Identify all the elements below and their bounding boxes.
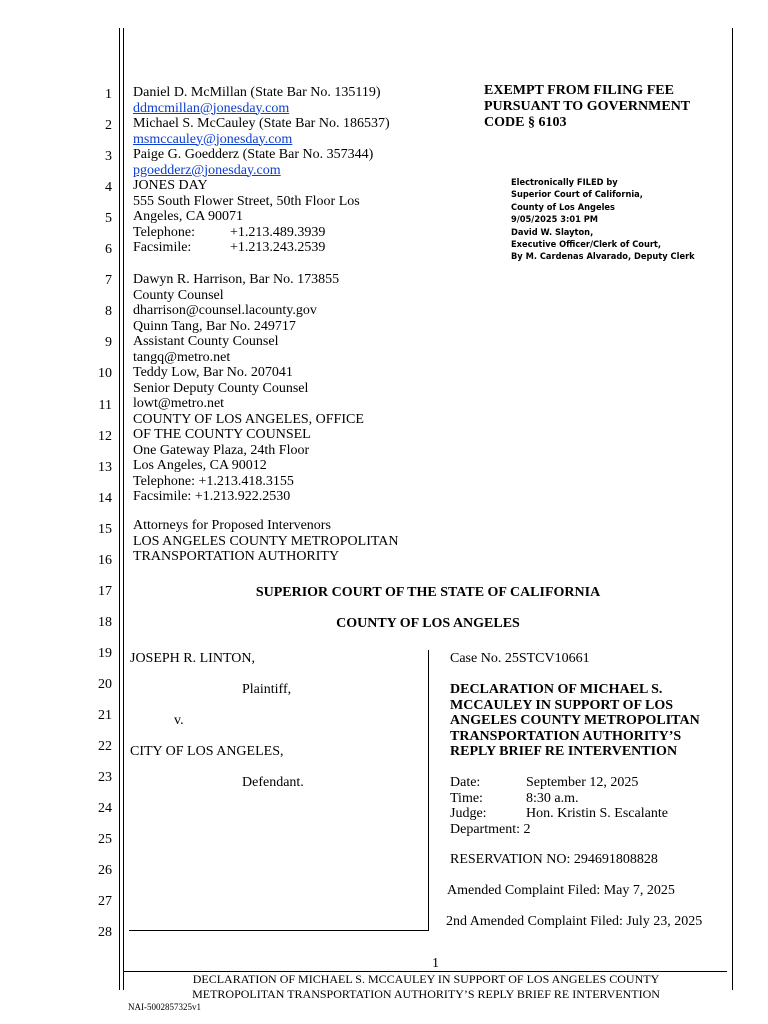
county-counsel-line: Assistant County Counsel [133,334,279,349]
exempt-line: EXEMPT FROM FILING FEE [484,83,674,98]
title-line: DECLARATION OF MICHAEL S. [450,682,663,697]
line-number: 17 [98,583,112,599]
line-number: 19 [98,645,112,661]
line-number: 21 [98,708,112,723]
county-counsel-line: Telephone: +1.213.418.3155 [133,473,294,489]
department: Department: 2 [450,821,531,837]
line-number: 12 [98,428,112,444]
county-counsel-line: Dawyn R. Harrison, Bar No. 173855 [133,272,340,287]
time-label: Time: [450,790,483,806]
county-counsel-line: County Counsel [133,287,224,303]
amended-complaint-date: Amended Complaint Filed: May 7, 2025 [447,883,675,898]
right-margin-rule [732,28,733,990]
line-number: 4 [105,180,112,196]
footer-title [120,972,732,1002]
counsel-line: Angeles, CA 90071 [133,209,244,224]
title-line: MCCAULEY IN SUPPORT OF LOS [450,697,674,713]
line-number: 26 [98,863,112,879]
line-number: 10 [98,366,112,382]
caption-bottom-rule [129,930,429,931]
exempt-line: CODE § 6103 [484,115,567,130]
title-line: REPLY BRIEF RE INTERVENTION [450,744,678,759]
facsimile-value: +1.213.243.2539 [230,240,326,255]
left-margin-rule-1 [119,28,120,990]
county-counsel-line: lowt@metro.net [133,396,225,411]
county-counsel-line: One Gateway Plaza, 24th Floor [133,442,310,458]
exempt-line: PURSUANT TO GOVERNMENT [484,99,691,114]
stamp-line: Superior Court of California, [511,190,643,201]
attorneys-for-line: LOS ANGELES COUNTY METROPOLITAN [133,533,399,549]
title-line: ANGELES COUNTY METROPOLITAN [450,713,700,728]
line-number: 11 [98,397,112,413]
document-id: NAI-5002857325v1 [128,1002,201,1012]
county-name: COUNTY OF LOS ANGELES [336,616,520,631]
telephone-value: +1.213.489.3939 [230,224,326,240]
stamp-line: Electronically FILED by [511,178,618,188]
line-number: 23 [98,770,112,786]
case-number: Case No. 25STCV10661 [450,651,590,666]
line-number: 6 [105,242,112,258]
email-link[interactable]: msmccauley@jonesday.com [133,131,293,147]
line-number: 5 [105,211,112,227]
line-number: 7 [105,273,112,289]
line-number: 28 [98,925,112,941]
stamp-line: County of Los Angeles [511,202,615,213]
line-number: 2 [105,118,112,134]
line-number: 8 [105,304,112,320]
line-number: 24 [98,801,112,817]
county-counsel-line: tangq@metro.net [133,349,231,365]
line-number: 13 [98,459,112,475]
line-number: 18 [98,614,112,630]
left-margin-rule-2 [123,28,124,990]
attorneys-for-line: TRANSPORTATION AUTHORITY [133,549,340,564]
county-counsel-line: dharrison@counsel.lacounty.gov [133,303,317,318]
line-number: 16 [98,552,112,568]
line-number: 9 [105,335,112,351]
reservation-number: RESERVATION NO: 294691808828 [450,852,658,867]
facsimile-label: Facsimile: [133,240,192,255]
line-number: 3 [105,149,112,165]
judge-label: Judge: [450,806,487,821]
versus: v. [174,713,184,728]
county-counsel-line: Teddy Low, Bar No. 207041 [133,365,293,380]
time-value: 8:30 a.m. [526,790,579,806]
title-line: TRANSPORTATION AUTHORITY’S [450,728,682,744]
line-number: 1 [105,87,112,102]
date-label: Date: [450,775,481,790]
defendant-label: Defendant. [242,775,304,790]
stamp-line: 9/05/2025 3:01 PM [511,215,599,226]
caption-divider [428,650,429,930]
county-counsel-line: OF THE COUNTY COUNSEL [133,427,311,442]
stamp-line: Executive Officer/Clerk of Court, [511,240,662,251]
line-number: 15 [98,521,112,537]
email-link[interactable]: ddmcmillan@jonesday.com [133,100,290,116]
line-number: 25 [98,832,112,848]
email-link[interactable]: pgoedderz@jonesday.com [133,162,281,178]
county-counsel-line: Quinn Tang, Bar No. 249717 [133,318,296,334]
county-counsel-line: Facsimile: +1.213.922.2530 [133,489,291,504]
counsel-line: 555 South Flower Street, 50th Floor Los [133,193,360,209]
plaintiff-name: JOSEPH R. LINTON, [130,651,255,666]
county-counsel-line: COUNTY OF LOS ANGELES, OFFICE [133,411,364,427]
footer-line: DECLARATION OF MICHAEL S. MCCAULEY IN SUPPORT OF LOS ANGELES COUNTY [192,972,660,986]
electronic-filing-stamp [511,177,695,264]
line-number: 20 [98,676,112,692]
stamp-line: By M. Cardenas Alvarado, Deputy Clerk [511,252,695,263]
telephone-label: Telephone: [133,224,195,240]
counsel-line: Michael S. McCauley (State Bar No. 186537) [133,116,390,131]
counsel-line: Paige G. Goedderz (State Bar No. 357344) [133,147,374,162]
counsel-line: JONES DAY [133,178,208,193]
plaintiff-label: Plaintiff, [242,682,292,697]
county-counsel-line: Los Angeles, CA 90012 [133,458,267,473]
attorneys-for-line: Attorneys for Proposed Intervenors [133,518,331,533]
second-amended-complaint-date: 2nd Amended Complaint Filed: July 23, 2025 [446,914,703,929]
footer-line: METROPOLITAN TRANSPORTATION AUTHORITY’S REPLY BRIEF RE INTERVENTION [192,987,660,1001]
line-number: 22 [98,739,112,755]
line-number: 14 [98,490,112,506]
counsel-line: Daniel D. McMillan (State Bar No. 135119) [133,85,381,100]
defendant-name: CITY OF LOS ANGELES, [130,744,284,759]
line-number: 27 [98,894,112,910]
date-value: September 12, 2025 [526,775,639,790]
page-number: 1 [432,956,439,971]
stamp-line: David W. Slayton, [511,227,594,238]
court-name: SUPERIOR COURT OF THE STATE OF CALIFORNIA [255,585,601,600]
county-counsel-line: Senior Deputy County Counsel [133,380,309,396]
judge-value: Hon. Kristin S. Escalante [526,806,668,821]
